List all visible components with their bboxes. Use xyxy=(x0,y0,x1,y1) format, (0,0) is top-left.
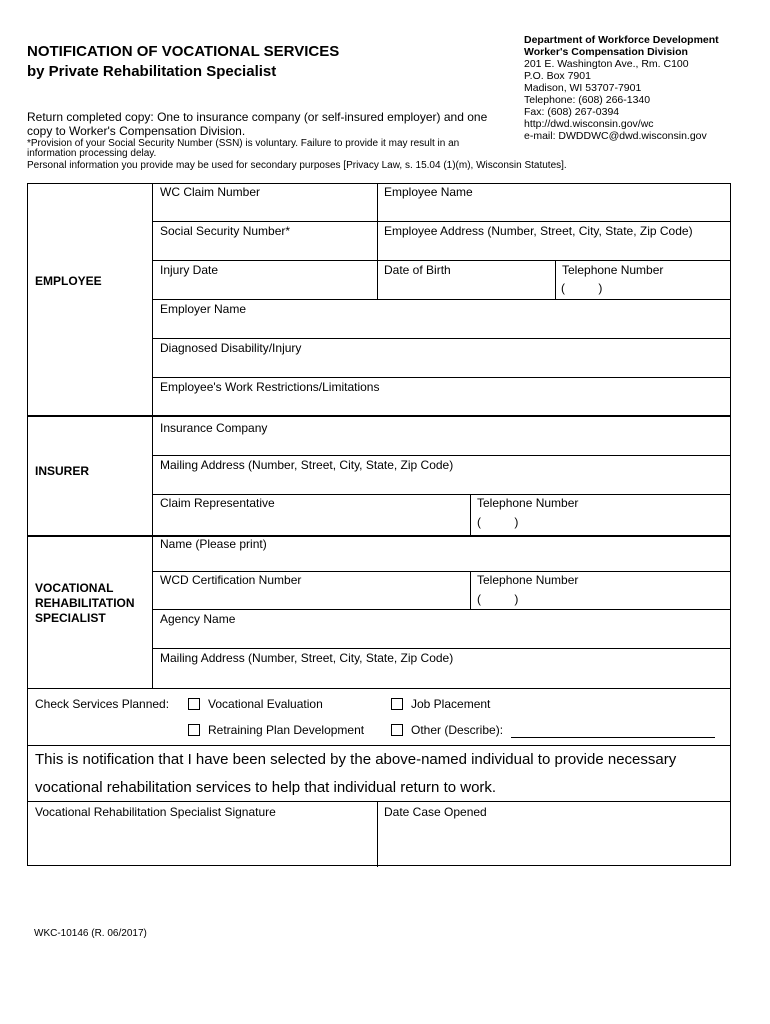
agency-email: e-mail: DWDDWC@dwd.wisconsin.gov xyxy=(524,130,707,142)
other-describe-line[interactable] xyxy=(511,737,715,738)
field-agency-name[interactable]: Agency Name xyxy=(160,612,236,626)
field-claim-rep[interactable]: Claim Representative xyxy=(160,496,275,510)
checkbox-other[interactable] xyxy=(391,724,403,736)
field-ssn[interactable]: Social Security Number* xyxy=(160,224,291,238)
divider xyxy=(153,648,730,649)
column-divider xyxy=(555,260,556,299)
phone-parens: ( ) xyxy=(477,592,519,606)
label-other: Other (Describe): xyxy=(411,723,504,737)
form-title: NOTIFICATION OF VOCATIONAL SERVICES xyxy=(27,43,340,60)
agency-fax: Fax: (608) 267-0394 xyxy=(524,106,620,118)
agency-address1: 201 E. Washington Ave., Rm. C100 xyxy=(524,58,689,70)
label-job-placement: Job Placement xyxy=(411,697,491,711)
checkbox-vocational-evaluation[interactable] xyxy=(188,698,200,710)
field-employee-telephone[interactable]: Telephone Number xyxy=(562,263,664,277)
column-divider xyxy=(470,494,471,535)
notification-statement xyxy=(35,746,676,802)
section-specialist-line1: VOCATIONAL xyxy=(35,581,114,595)
ssn-note: *Provision of your Social Security Number (SSN) is voluntary. Failure to provide it may result in an information processing delay. xyxy=(27,138,460,159)
column-divider xyxy=(377,184,378,299)
return-instructions: Return completed copy: One to insurance company (or self-insured employer) and one copy to Worker's Compensation Division. xyxy=(27,110,488,138)
phone-parens: ( ) xyxy=(561,281,603,295)
agency-dept: Department of Workforce Development xyxy=(524,34,719,46)
section-specialist xyxy=(35,581,135,626)
divider xyxy=(28,688,730,689)
field-insurance-company[interactable]: Insurance Company xyxy=(160,421,268,435)
field-employer-name[interactable]: Employer Name xyxy=(160,302,247,316)
divider xyxy=(153,494,730,495)
form-subtitle: by Private Rehabilitation Specialist xyxy=(27,63,277,80)
agency-division: Worker's Compensation Division xyxy=(524,46,688,58)
notice-line1: This is notification that I have been selected by the above-named individual to provide necessary xyxy=(35,751,677,768)
divider xyxy=(153,571,730,572)
phone-parens: ( ) xyxy=(477,515,519,529)
privacy-note: Personal information you provide may be used for secondary purposes [Privacy Law, s. 15.04 (1)(m), Wisconsin Statutes]. xyxy=(27,160,567,171)
field-certification-number[interactable]: WCD Certification Number xyxy=(160,573,302,587)
checkbox-job-placement[interactable] xyxy=(391,698,403,710)
divider xyxy=(153,299,730,300)
agency-address2: P.O. Box 7901 xyxy=(524,70,591,82)
divider xyxy=(153,609,730,610)
section-employee: EMPLOYEE xyxy=(35,274,102,288)
section-specialist-line2: REHABILITATION xyxy=(35,596,135,610)
agency-telephone: Telephone: (608) 266-1340 xyxy=(524,94,651,106)
section-divider xyxy=(28,415,730,417)
section-insurer: INSURER xyxy=(35,464,90,478)
label-vocational-evaluation: Vocational Evaluation xyxy=(208,697,323,711)
agency-web: http://dwd.wisconsin.gov/wc xyxy=(524,118,654,130)
field-insurer-mailing[interactable]: Mailing Address (Number, Street, City, State, Zip Code) xyxy=(160,458,454,472)
field-employee-address[interactable]: Employee Address (Number, Street, City, State, Zip Code) xyxy=(384,224,693,238)
field-specialist-signature[interactable]: Vocational Rehabilitation Specialist Signature xyxy=(35,805,276,819)
agency-address3: Madison, WI 53707-7901 xyxy=(524,82,642,94)
form-table xyxy=(27,183,731,866)
divider xyxy=(153,338,730,339)
divider xyxy=(153,377,730,378)
column-divider xyxy=(152,184,153,688)
form-number: WKC-10146 (R. 06/2017) xyxy=(34,928,147,939)
field-work-restrictions[interactable]: Employee's Work Restrictions/Limitations xyxy=(160,380,380,394)
services-label: Check Services Planned: xyxy=(35,697,170,711)
section-specialist-line3: SPECIALIST xyxy=(35,611,106,625)
divider xyxy=(153,260,730,261)
section-divider xyxy=(28,535,730,537)
notice-line2: vocational rehabilitation services to help that individual return to work. xyxy=(35,779,497,796)
field-date-case-opened[interactable]: Date Case Opened xyxy=(384,805,487,819)
checkbox-retraining-plan[interactable] xyxy=(188,724,200,736)
field-date-of-birth[interactable]: Date of Birth xyxy=(384,263,451,277)
field-insurer-telephone[interactable]: Telephone Number xyxy=(477,496,579,510)
divider xyxy=(153,455,730,456)
field-specialist-telephone[interactable]: Telephone Number xyxy=(477,573,579,587)
field-specialist-name[interactable]: Name (Please print) xyxy=(160,537,267,551)
field-disability[interactable]: Diagnosed Disability/Injury xyxy=(160,341,302,355)
column-divider xyxy=(470,571,471,609)
field-specialist-mailing[interactable]: Mailing Address (Number, Street, City, State, Zip Code) xyxy=(160,651,454,665)
divider xyxy=(153,221,730,222)
field-injury-date[interactable]: Injury Date xyxy=(160,263,219,277)
field-employee-name[interactable]: Employee Name xyxy=(384,185,473,199)
label-retraining-plan: Retraining Plan Development xyxy=(208,723,365,737)
agency-block xyxy=(524,34,719,142)
field-claim-number[interactable]: WC Claim Number xyxy=(160,185,261,199)
column-divider xyxy=(377,801,378,867)
